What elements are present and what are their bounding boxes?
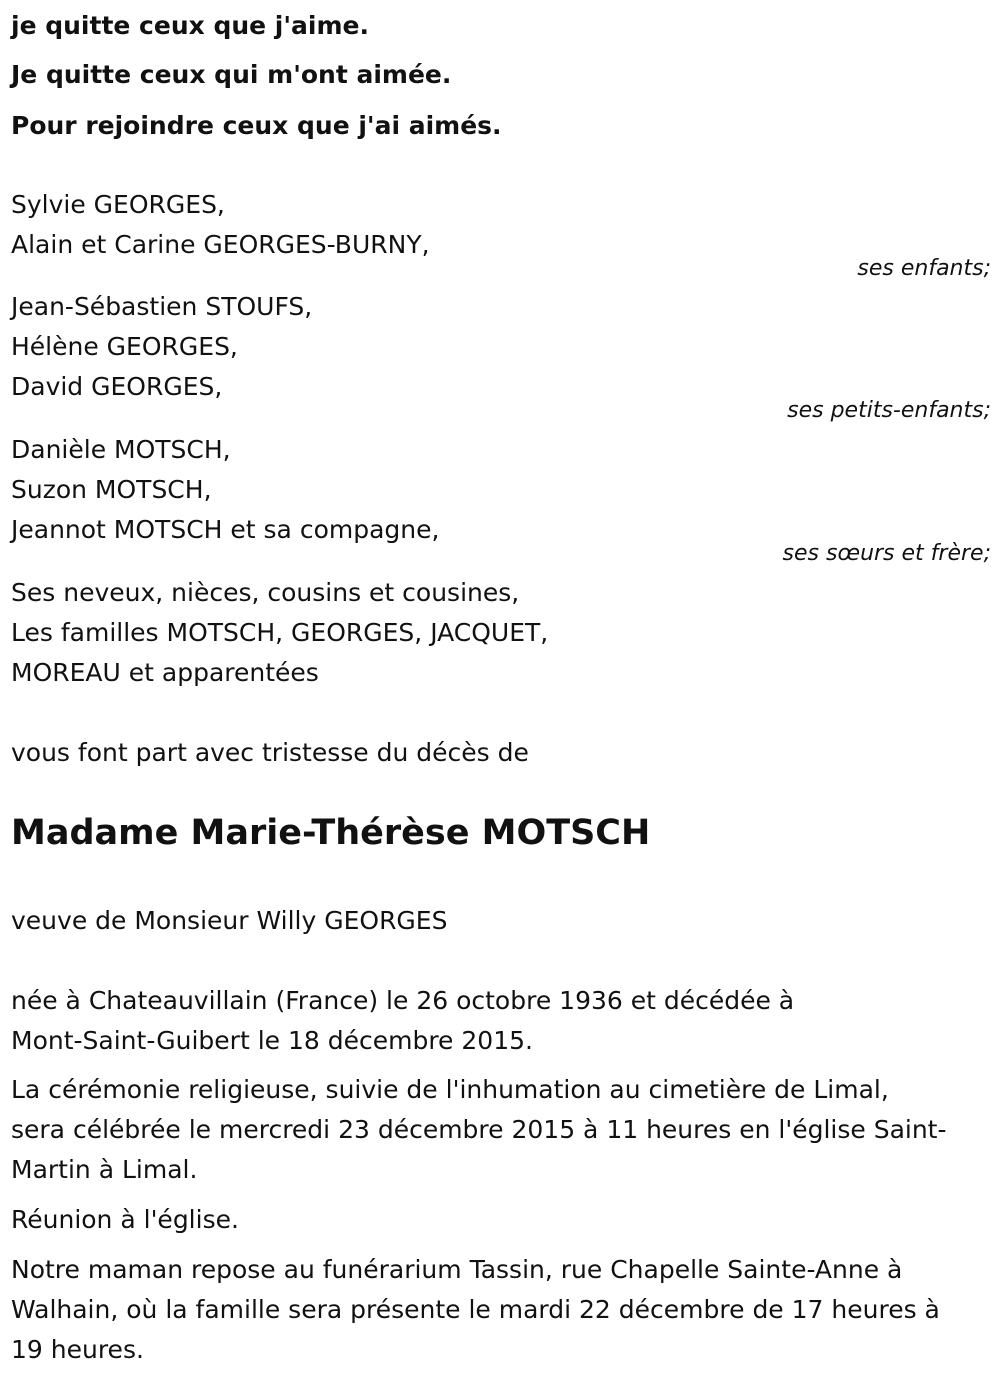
relation-label-children: ses enfants; — [857, 256, 991, 281]
family-name: Jeannot MOTSCH et sa compagne, — [11, 515, 440, 544]
birth-death-line: née à Chateauvillain (France) le 26 octobre 1936 et décédée à — [11, 986, 795, 1015]
poem-line: Pour rejoindre ceux que j'ai aimés. — [11, 111, 502, 140]
relation-label-siblings: ses sœurs et frère; — [782, 541, 991, 566]
widow-of: veuve de Monsieur Willy GEORGES — [11, 906, 448, 935]
family-name: Sylvie GEORGES, — [11, 190, 225, 219]
family-name: Alain et Carine GEORGES-BURNY, — [11, 230, 430, 259]
family-name: David GEORGES, — [11, 372, 223, 401]
birth-death-line: Mont-Saint-Guibert le 18 décembre 2015. — [11, 1026, 533, 1055]
announcement: vous font part avec tristesse du décès de — [11, 738, 529, 767]
family-name: Hélène GEORGES, — [11, 332, 238, 361]
extended-family-line: Les familles MOTSCH, GEORGES, JACQUET, — [11, 618, 549, 647]
poem-line: je quitte ceux que j'aime. — [11, 11, 369, 40]
poem-line: Je quitte ceux qui m'ont aimée. — [11, 60, 452, 89]
ceremony-line: sera célébrée le mercredi 23 décembre 2015 à 11 heures en l'église Saint- — [11, 1115, 947, 1144]
reunion: Réunion à l'église. — [11, 1205, 239, 1234]
family-name: Jean-Sébastien STOUFS, — [11, 292, 313, 321]
funeral-home-line: Walhain, où la famille sera présente le mardi 22 décembre de 17 heures à — [11, 1295, 940, 1324]
funeral-home-line: Notre maman repose au funérarium Tassin, rue Chapelle Sainte-Anne à — [11, 1255, 903, 1284]
ceremony-line: La cérémonie religieuse, suivie de l'inhumation au cimetière de Limal, — [11, 1075, 889, 1104]
extended-family-line: Ses neveux, nièces, cousins et cousines, — [11, 578, 520, 607]
family-name: Danièle MOTSCH, — [11, 435, 231, 464]
funeral-home-line: 19 heures. — [11, 1335, 144, 1364]
family-name: Suzon MOTSCH, — [11, 475, 212, 504]
relation-label-grandchildren: ses petits-enfants; — [787, 398, 991, 423]
deceased-name: Madame Marie-Thérèse MOTSCH — [11, 813, 651, 853]
ceremony-line: Martin à Limal. — [11, 1155, 198, 1184]
extended-family-line: MOREAU et apparentées — [11, 658, 319, 687]
